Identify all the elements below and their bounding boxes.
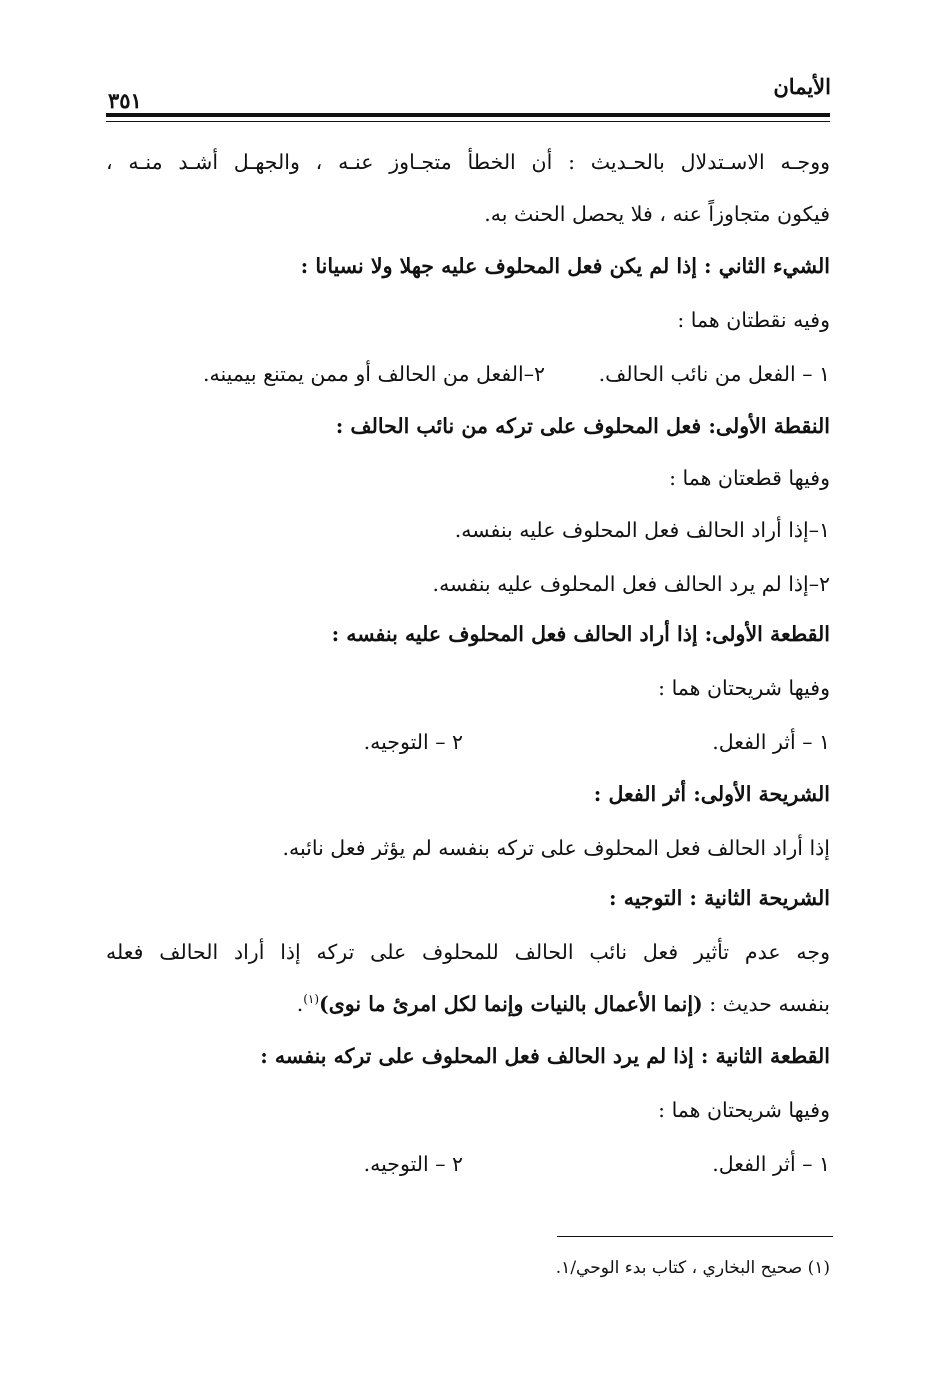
paragraph-text: بنفسه حديث : <box>702 992 830 1016</box>
paragraph-line: فيكون متجاوزاً عنه ، فلا يحصل الحنث به. <box>484 202 830 226</box>
paragraph-line: ووجـه الاسـتدلال بالحـديث : أن الخطأ متجـاوز عنـه ، والجهـل أشـد منـه ، <box>106 150 830 174</box>
footnote-text: (١) صحيح البخاري ، كتاب بدء الوحي/١. <box>555 1258 830 1278</box>
list-item: ١–إذا أراد الحالف فعل المحلوف عليه بنفسه. <box>454 518 830 542</box>
paragraph-line: وجه عدم تأثير فعل نائب الحالف للمحلوف على تركه إذا أراد الحالف فعله <box>106 940 830 964</box>
section-heading: الشريحة الثانية : التوجيه : <box>609 886 830 910</box>
footnote-rule <box>557 1236 833 1237</box>
list-item: ٢–إذا لم يرد الحالف فعل المحلوف عليه بنفسه. <box>432 572 830 596</box>
hadith-quote: (إنما الأعمال بالنيات وإنما لكل امرئ ما نوى) <box>319 992 703 1016</box>
section-heading: النقطة الأولى: فعل المحلوف على تركه من نائب الحالف : <box>335 414 830 438</box>
paragraph-line: وفيها شريحتان هما : <box>658 676 830 700</box>
list-item: ٢ – التوجيه. <box>363 730 463 754</box>
section-heading: القطعة الأولى: إذا أراد الحالف فعل المحلوف عليه بنفسه : <box>331 622 830 646</box>
header-rule-thin <box>106 121 830 122</box>
paragraph-line: وفيها شريحتان هما : <box>658 1098 830 1122</box>
section-heading: الشريحة الأولى: أثر الفعل : <box>593 782 830 806</box>
chapter-title: الأيمان <box>773 74 831 99</box>
list-item: ١ – أثر الفعل. <box>712 1152 830 1176</box>
section-heading: الشيء الثاني : إذا لم يكن فعل المحلوف عليه جهلا ولا نسيانا : <box>300 254 830 278</box>
paragraph-line <box>297 992 830 1017</box>
paragraph-line: وفيها قطعتان هما : <box>669 466 830 490</box>
list-item: ١ – أثر الفعل. <box>712 730 830 754</box>
footnote-marker[interactable]: (١) <box>303 992 320 1007</box>
list-item: ١ – الفعل من نائب الحالف. <box>598 362 830 386</box>
paragraph-line: وفيه نقطتان هما : <box>677 308 830 332</box>
list-item: ٢–الفعل من الحالف أو ممن يمتنع بيمينه. <box>202 362 545 386</box>
paragraph-text: . <box>296 992 304 1016</box>
section-heading: القطعة الثانية : إذا لم يرد الحالف فعل المحلوف على تركه بنفسه : <box>260 1044 830 1068</box>
header-rule-thick <box>106 113 830 117</box>
page-number: ٣٥١ <box>108 88 142 113</box>
paragraph-line: إذا أراد الحالف فعل المحلوف على تركه بنفسه لم يؤثر فعل نائبه. <box>282 836 830 860</box>
list-item: ٢ – التوجيه. <box>363 1152 463 1176</box>
